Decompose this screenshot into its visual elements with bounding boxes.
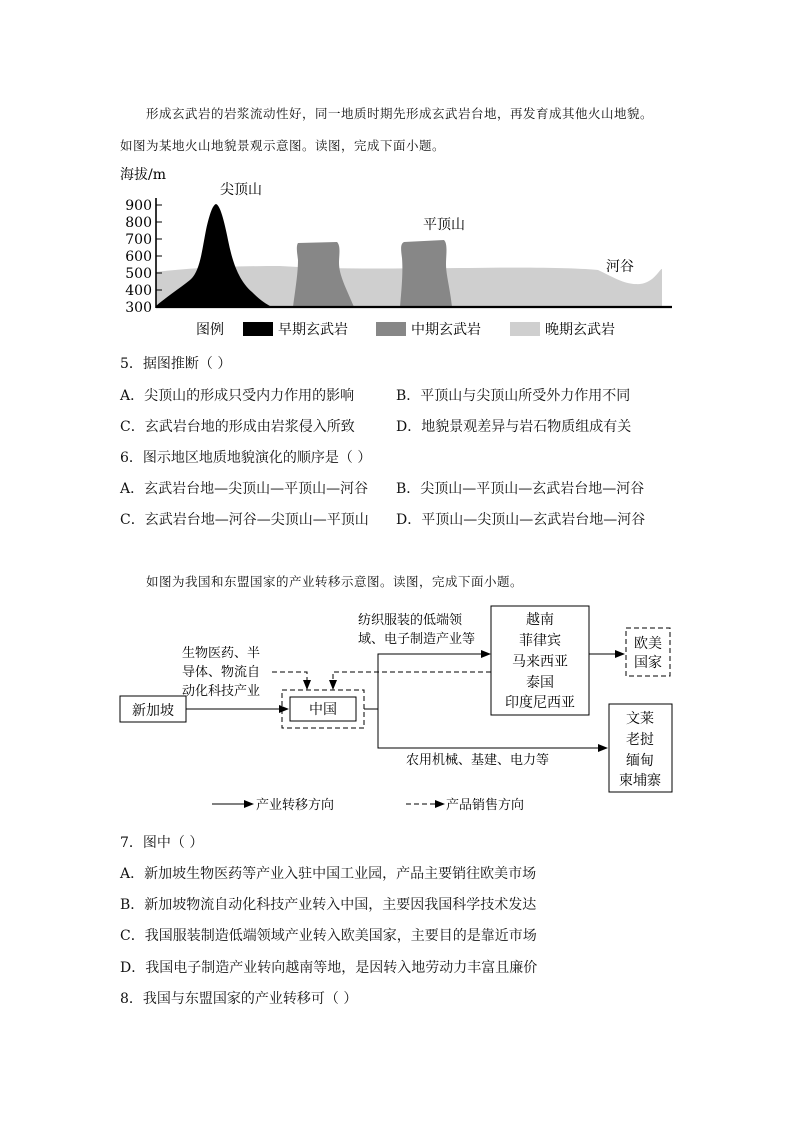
y-tick: 700 (125, 232, 152, 248)
china-label: 中国 (309, 702, 337, 718)
label-line: 域、电子制造产业等 (358, 632, 476, 647)
textile-industry-label (358, 612, 475, 647)
country-label: 菲律宾 (519, 633, 561, 649)
q5-stem: 5．据图推断（ ） (120, 356, 232, 372)
legend-solid-label: 产业转移方向 (256, 798, 335, 813)
y-axis-label: 海拔/m (120, 167, 166, 183)
q8-stem: 8．我国与东盟国家的产业转移可（ ） (120, 991, 358, 1007)
country-label: 泰国 (526, 675, 554, 691)
y-tick: 400 (125, 283, 152, 299)
q6-option-b[interactable]: B．尖顶山—平顶山—玄武岩台地—河谷 (396, 481, 645, 497)
q7-option-b[interactable]: B．新加坡物流自动化科技产业转入中国，主要因我国科学技术发达 (120, 897, 537, 913)
y-tick: 300 (125, 300, 152, 316)
country-label: 越南 (526, 612, 554, 628)
industry-transfer-diagram (110, 598, 690, 820)
label-line: 导体、物流自 (182, 665, 261, 680)
bio-industry-label (182, 645, 260, 699)
label-line: 动化科技产业 (182, 684, 261, 699)
label-line: 生物医药、半 (182, 646, 261, 661)
china-to-asean1-arrow (364, 654, 490, 709)
intro-line-1: 形成玄武岩的岩浆流动性好，同一地质时期先形成玄武岩台地，再发育成其他火山地貌。 (146, 106, 654, 121)
q7-option-a[interactable]: A．新加坡生物医药等产业入驻中国工业园，产品主要销往欧美市场 (120, 866, 537, 882)
q5-option-b[interactable]: B．平顶山与尖顶山所受外力作用不同 (396, 388, 631, 404)
asean-sales-arrow (333, 672, 491, 689)
y-tick: 800 (125, 215, 152, 231)
country-label: 缅甸 (626, 753, 654, 769)
q5-option-a[interactable]: A．尖顶山的形成只受内力作用的影响 (120, 388, 355, 404)
valley-label: 河谷 (606, 259, 634, 275)
peak-label: 尖顶山 (220, 182, 262, 198)
legend-dashed-label: 产品销售方向 (446, 798, 525, 813)
q7-option-c[interactable]: C．我国服装制造低端领域产业转入欧美国家，主要目的是靠近市场 (120, 928, 537, 944)
country-label: 文莱 (626, 711, 654, 727)
volcano-profile-figure (110, 160, 690, 345)
euro-label-2: 国家 (634, 655, 662, 671)
q5-option-d[interactable]: D．地貌景观差异与岩石物质组成有关 (396, 419, 632, 435)
y-tick: 600 (125, 249, 152, 265)
q6-option-a[interactable]: A．玄武岩台地—尖顶山—平顶山—河谷 (120, 481, 369, 497)
q6-stem: 6．图示地区地质地貌演化的顺序是（ ） (120, 450, 372, 466)
country-label: 印度尼西亚 (505, 695, 575, 711)
section2-intro: 如图为我国和东盟国家的产业转移示意图。读图，完成下面小题。 (146, 574, 524, 589)
intro-line-2: 如图为某地火山地貌景观示意图。读图，完成下面小题。 (120, 138, 446, 153)
legend-title: 图例 (196, 322, 224, 338)
q7-option-d[interactable]: D．我国电子制造产业转向越南等地，是因转入地劳动力丰富且廉价 (120, 960, 538, 976)
q5-option-c[interactable]: C．玄武岩台地的形成由岩浆侵入所致 (120, 419, 355, 435)
bio-sales-arrow (272, 672, 307, 689)
country-label: 老挝 (626, 732, 654, 748)
euro-label-1: 欧美 (634, 636, 662, 652)
q6-option-d[interactable]: D．平顶山—尖顶山—玄武岩台地—河谷 (396, 512, 646, 528)
q6-option-c[interactable]: C．玄武岩台地—河谷—尖顶山—平顶山 (120, 512, 369, 528)
legend-early: 早期玄武岩 (278, 322, 348, 338)
mesa-label: 平顶山 (423, 217, 465, 233)
legend (196, 321, 615, 338)
y-tick: 900 (125, 198, 152, 214)
q7-stem: 7．图中（ ） (120, 835, 204, 851)
legend-late: 晚期玄武岩 (545, 322, 615, 338)
legend-mid: 中期玄武岩 (411, 322, 481, 338)
singapore-label: 新加坡 (132, 703, 174, 719)
agri-industry-label: 农用机械、基建、电力等 (406, 753, 550, 768)
country-label: 柬埔寨 (619, 773, 661, 789)
label-line: 纺织服装的低端领 (358, 613, 463, 628)
country-label: 马来西亚 (512, 654, 568, 670)
mid-basalt-mesa-2 (400, 240, 452, 307)
y-tick: 500 (125, 266, 152, 282)
